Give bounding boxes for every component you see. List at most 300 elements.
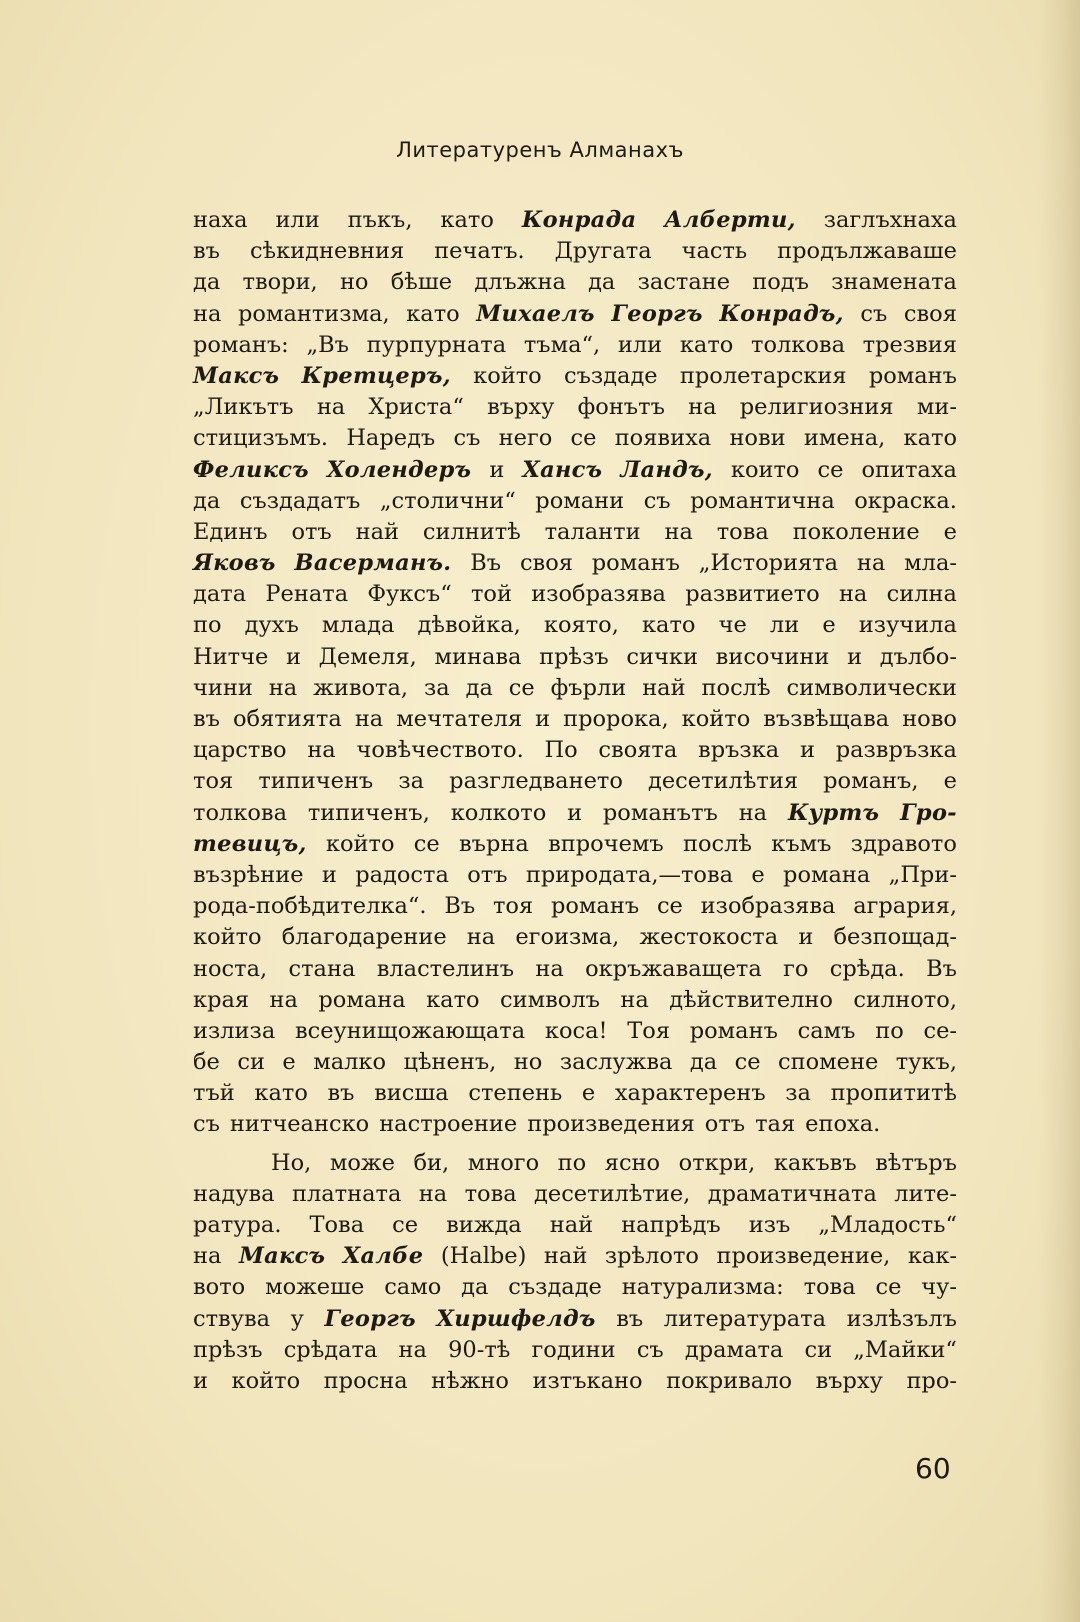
word: у bbox=[290, 1305, 304, 1332]
word: отъ bbox=[467, 861, 508, 888]
word: малко bbox=[313, 1049, 387, 1076]
word: опитаха bbox=[861, 456, 957, 483]
text-line bbox=[193, 922, 957, 953]
word: да bbox=[588, 269, 616, 296]
word: застане bbox=[637, 269, 731, 296]
word: Въ bbox=[470, 550, 502, 577]
text-line bbox=[193, 798, 957, 829]
word: нитчеанско bbox=[229, 1111, 370, 1138]
word: вото bbox=[193, 1274, 246, 1301]
text-line bbox=[193, 1335, 957, 1366]
word: на bbox=[398, 1336, 427, 1363]
word: и bbox=[847, 643, 863, 670]
word: какъвъ bbox=[773, 1149, 857, 1176]
word: толкова bbox=[751, 331, 845, 358]
word: послѣ bbox=[682, 830, 752, 857]
word: просна bbox=[323, 1367, 408, 1394]
text-line bbox=[193, 985, 957, 1016]
word: е bbox=[822, 612, 836, 639]
word: зрѣлото bbox=[604, 1243, 699, 1270]
italic-name: Ландъ, bbox=[620, 456, 713, 483]
word: заслужва bbox=[559, 1049, 673, 1076]
page-edge-shadow bbox=[1038, 0, 1080, 1622]
word: тъй bbox=[193, 1080, 235, 1107]
word: като bbox=[254, 1080, 308, 1107]
word: на bbox=[268, 674, 298, 701]
word: създаде bbox=[508, 1274, 602, 1301]
word: върна bbox=[459, 830, 529, 857]
word: и bbox=[799, 737, 815, 764]
word: Въ bbox=[926, 955, 957, 982]
word: произведения bbox=[527, 1111, 695, 1138]
word: се- bbox=[923, 1017, 957, 1044]
word: който bbox=[193, 924, 262, 951]
word: Нитче bbox=[193, 643, 269, 670]
text-line bbox=[193, 392, 957, 423]
text-line bbox=[193, 1078, 957, 1109]
italic-name: Холендеръ bbox=[326, 456, 472, 483]
text-line bbox=[193, 1179, 957, 1210]
word: драматичната bbox=[707, 1180, 877, 1207]
word: романи bbox=[535, 487, 625, 514]
word: срѣдата bbox=[283, 1336, 378, 1363]
word: като bbox=[406, 300, 460, 327]
text-line bbox=[193, 455, 957, 486]
word: символически bbox=[786, 674, 957, 701]
word: и bbox=[321, 861, 337, 888]
word: Фуксъ“ bbox=[367, 581, 452, 608]
word: за bbox=[785, 1080, 811, 1107]
word: ствува bbox=[193, 1305, 271, 1332]
word: откри, bbox=[678, 1149, 756, 1176]
word: дѣвойка, bbox=[417, 612, 521, 639]
word: на bbox=[193, 1243, 222, 1270]
word: живота, bbox=[313, 674, 409, 701]
word: платната bbox=[291, 1180, 402, 1207]
word: благодарение bbox=[281, 924, 447, 951]
word: дата bbox=[193, 581, 247, 608]
word: изъ bbox=[748, 1212, 791, 1238]
word: Рената bbox=[265, 581, 349, 608]
text-line bbox=[193, 1047, 957, 1078]
word: изтъкано bbox=[532, 1367, 643, 1394]
word: края bbox=[193, 986, 250, 1013]
text-line bbox=[193, 891, 957, 922]
word: като bbox=[641, 612, 696, 639]
text-line bbox=[193, 1304, 957, 1335]
word: на bbox=[418, 1180, 448, 1207]
word: самъ bbox=[797, 1017, 856, 1044]
word: имена, bbox=[803, 425, 886, 452]
word: си bbox=[237, 1049, 265, 1076]
word: на bbox=[466, 924, 496, 951]
word: си bbox=[804, 1336, 833, 1363]
word: силна bbox=[886, 581, 957, 608]
word: върху bbox=[487, 394, 555, 421]
word: ми- bbox=[916, 394, 957, 421]
word: радоста bbox=[355, 861, 449, 888]
word: това bbox=[803, 1274, 856, 1301]
word: агрария, bbox=[853, 893, 957, 920]
text-line bbox=[193, 1241, 957, 1272]
word: се bbox=[392, 1212, 419, 1238]
word: напрѣдъ bbox=[621, 1212, 721, 1238]
italic-name: Михаелъ bbox=[476, 300, 595, 327]
word: се bbox=[508, 674, 535, 701]
word: които bbox=[730, 456, 800, 483]
word: който bbox=[325, 830, 395, 857]
word: ясно bbox=[604, 1149, 661, 1176]
text-line bbox=[193, 735, 957, 766]
word: или bbox=[275, 207, 320, 233]
word: развръзка bbox=[835, 737, 957, 764]
word: възрѣние bbox=[193, 861, 304, 888]
word: прѣзъ bbox=[193, 1336, 263, 1363]
word: да bbox=[465, 674, 493, 701]
word: характеренъ bbox=[614, 1080, 766, 1107]
word: Но, bbox=[271, 1149, 312, 1176]
word: върху bbox=[815, 1367, 883, 1394]
italic-name: Халбе bbox=[342, 1243, 424, 1270]
italic-name: Георгъ bbox=[324, 1305, 416, 1332]
text-line bbox=[193, 610, 957, 641]
word: тоя bbox=[193, 768, 234, 795]
word: въ bbox=[327, 1080, 355, 1107]
word: цѣненъ, bbox=[403, 1049, 497, 1076]
word: своя bbox=[519, 550, 573, 577]
word: егоизма, bbox=[515, 924, 620, 951]
word: пъкъ, bbox=[347, 207, 413, 233]
word: но bbox=[339, 269, 369, 296]
word: духъ bbox=[244, 612, 299, 639]
text-line bbox=[193, 1109, 957, 1140]
word: се bbox=[656, 893, 683, 920]
word: рода-побѣдителка“. bbox=[193, 893, 427, 920]
word: романъ bbox=[868, 362, 957, 389]
word: изобразява bbox=[700, 893, 836, 920]
word: като bbox=[903, 425, 957, 452]
word: своя bbox=[903, 300, 957, 327]
word: романъ bbox=[591, 550, 680, 577]
word: на bbox=[738, 799, 768, 826]
italic-name: Хиршфелдъ bbox=[436, 1305, 596, 1332]
word: на bbox=[535, 955, 564, 982]
word: тъма“, bbox=[523, 331, 601, 358]
word: съ bbox=[860, 300, 888, 327]
word: появиха bbox=[614, 425, 712, 452]
word: 90-тѣ bbox=[448, 1336, 511, 1363]
word: нѣжно bbox=[431, 1367, 509, 1394]
word: на bbox=[838, 581, 868, 608]
word: Въ bbox=[444, 893, 476, 920]
word: го bbox=[783, 955, 809, 982]
word: въ bbox=[193, 238, 220, 265]
word: заглъхнаха bbox=[823, 207, 957, 233]
word: „столични“ bbox=[379, 487, 516, 514]
word: стана bbox=[288, 955, 356, 982]
word: трезвия bbox=[862, 331, 957, 358]
word: здравото bbox=[850, 830, 957, 857]
word: Единъ bbox=[193, 518, 268, 545]
word: „При- bbox=[888, 861, 957, 888]
word: властелинъ bbox=[376, 955, 515, 982]
text-line bbox=[193, 829, 957, 860]
word: колкото bbox=[450, 799, 547, 826]
italic-name: Куртъ bbox=[787, 799, 880, 826]
word: прѣзъ bbox=[539, 643, 609, 670]
page-number: 60 bbox=[915, 1452, 951, 1485]
word: ли bbox=[769, 612, 800, 639]
word: царство bbox=[193, 737, 287, 764]
word: произведение, bbox=[716, 1243, 891, 1270]
word: епоха. bbox=[805, 1111, 881, 1138]
text-line bbox=[193, 517, 957, 548]
word: би, bbox=[413, 1149, 450, 1176]
text-line bbox=[193, 423, 957, 454]
word: типиченъ bbox=[258, 768, 374, 795]
text-line bbox=[193, 548, 957, 579]
word: вѣтъръ bbox=[875, 1149, 957, 1176]
italic-name: Георгъ bbox=[611, 300, 703, 327]
word: като bbox=[679, 331, 734, 358]
word: пурпурната bbox=[366, 331, 507, 358]
word: ново bbox=[902, 706, 957, 732]
italic-name: Яковъ bbox=[193, 550, 276, 577]
word: всеунищожающата bbox=[294, 1017, 526, 1044]
word: който bbox=[681, 706, 751, 732]
word: покривало bbox=[666, 1367, 793, 1394]
word: висша bbox=[374, 1080, 449, 1107]
word: пропититѣ bbox=[830, 1080, 957, 1107]
word: коса! bbox=[544, 1017, 608, 1044]
italic-name: Конрада bbox=[521, 207, 637, 233]
italic-name: Хансъ bbox=[522, 456, 603, 483]
word: на bbox=[316, 394, 346, 421]
word: която, bbox=[543, 612, 619, 639]
word: тоя bbox=[492, 893, 534, 920]
word: или bbox=[617, 331, 663, 358]
word: мечтателя bbox=[396, 706, 523, 732]
word: поколение bbox=[792, 518, 920, 545]
word: дѣйствително bbox=[669, 986, 833, 1013]
word: много bbox=[467, 1149, 540, 1176]
word: носта, bbox=[193, 955, 268, 982]
word: и bbox=[489, 456, 505, 483]
text-line bbox=[193, 267, 957, 298]
word: Другата bbox=[554, 238, 652, 265]
word: бѣше bbox=[390, 269, 453, 296]
word: който bbox=[231, 1367, 301, 1394]
word: на bbox=[307, 737, 336, 764]
text-line bbox=[193, 1272, 957, 1303]
word: изобразява bbox=[531, 581, 666, 608]
word: сѣкидневния bbox=[249, 238, 405, 265]
word: жестокоста bbox=[639, 924, 779, 951]
word: на bbox=[193, 300, 222, 327]
word: може bbox=[329, 1149, 395, 1176]
word: че bbox=[718, 612, 747, 639]
word: толкова bbox=[193, 799, 287, 826]
word: да bbox=[193, 269, 221, 296]
word: Това bbox=[309, 1212, 365, 1238]
italic-name: Алберти, bbox=[664, 207, 796, 233]
word: спомене bbox=[778, 1049, 879, 1076]
word: разгледването bbox=[449, 768, 623, 795]
word: възвѣщава bbox=[763, 706, 890, 732]
word: най bbox=[355, 518, 400, 545]
word: „Майки“ bbox=[853, 1336, 957, 1363]
word: таланти bbox=[544, 518, 641, 545]
word: създадатъ bbox=[239, 487, 361, 514]
text-line bbox=[193, 299, 957, 330]
word: се bbox=[817, 456, 844, 483]
word: послѣ bbox=[701, 674, 771, 701]
text-line bbox=[193, 766, 957, 797]
word: и bbox=[193, 1367, 208, 1394]
word: най bbox=[642, 674, 686, 701]
word: романъ bbox=[550, 893, 640, 920]
word: изучила bbox=[858, 612, 957, 639]
text-line bbox=[193, 1210, 957, 1241]
word: и bbox=[285, 643, 301, 670]
word: връзка bbox=[698, 737, 780, 764]
word: обятията bbox=[233, 706, 342, 732]
word: тая bbox=[755, 1111, 796, 1138]
word: силнитѣ bbox=[422, 518, 521, 545]
word: да bbox=[689, 1049, 718, 1076]
word: типиченъ, bbox=[307, 799, 430, 826]
word: фърли bbox=[550, 674, 627, 701]
word: продължаваше bbox=[777, 238, 957, 265]
body-text bbox=[193, 205, 957, 1397]
word: десетилѣтия bbox=[648, 768, 799, 795]
text-line bbox=[193, 642, 957, 673]
word: е bbox=[282, 1049, 296, 1076]
word: литературата bbox=[663, 1305, 827, 1332]
word: тукъ, bbox=[895, 1049, 957, 1076]
word: романа bbox=[783, 861, 871, 888]
word: на bbox=[620, 986, 649, 1013]
word: по bbox=[557, 1149, 587, 1176]
word: можеше bbox=[265, 1274, 365, 1301]
word: млада bbox=[321, 612, 395, 639]
word: силното, bbox=[853, 986, 957, 1013]
word: за bbox=[423, 674, 450, 701]
word: но bbox=[513, 1049, 543, 1076]
text-line bbox=[193, 704, 957, 735]
word: часть bbox=[681, 238, 748, 265]
italic-name: Кретцеръ, bbox=[301, 362, 451, 389]
text-line bbox=[193, 860, 957, 891]
italic-name: Феликсъ bbox=[193, 456, 309, 483]
word: „Младость“ bbox=[818, 1212, 957, 1238]
word: „Историята bbox=[698, 550, 839, 577]
word: като bbox=[426, 986, 480, 1013]
word: окраска. bbox=[854, 487, 957, 514]
word: ратура. bbox=[193, 1212, 282, 1238]
word: и bbox=[535, 706, 551, 732]
word: е bbox=[751, 861, 765, 888]
word: бе bbox=[193, 1049, 220, 1076]
word: подъ bbox=[752, 269, 809, 296]
word: най bbox=[543, 1243, 588, 1270]
word: на bbox=[856, 550, 886, 577]
text-line bbox=[193, 579, 957, 610]
paragraph-gap bbox=[193, 1141, 957, 1148]
text-line bbox=[193, 486, 957, 517]
word: впрочемъ bbox=[548, 830, 664, 857]
word: съ bbox=[636, 1336, 664, 1363]
paragraph-1 bbox=[193, 205, 957, 1141]
word: религиозния bbox=[739, 394, 894, 421]
word: чини bbox=[193, 674, 253, 701]
text-line bbox=[193, 1148, 957, 1179]
italic-name: Конрадъ, bbox=[719, 300, 844, 327]
word: „Ликътъ bbox=[193, 394, 294, 421]
word: безпощад- bbox=[833, 924, 957, 951]
word: въ bbox=[616, 1305, 644, 1332]
word: който bbox=[473, 362, 542, 389]
word: твори, bbox=[242, 269, 318, 296]
word: и bbox=[567, 799, 583, 826]
word: символъ bbox=[500, 986, 600, 1013]
italic-name: тевицъ, bbox=[193, 830, 307, 857]
word: човѣчеството. bbox=[356, 737, 524, 764]
running-head: Литературенъ Алманахъ bbox=[396, 138, 684, 162]
text-line bbox=[193, 1016, 957, 1047]
word: сички bbox=[626, 643, 698, 670]
word: съ bbox=[643, 487, 671, 514]
word: въ bbox=[193, 706, 220, 732]
word: Демеля, bbox=[318, 643, 417, 670]
word: да bbox=[461, 1274, 489, 1301]
text-line bbox=[193, 361, 957, 392]
word: по bbox=[875, 1017, 904, 1044]
word: фонътъ bbox=[577, 394, 665, 421]
italic-name: Максъ bbox=[193, 362, 280, 389]
word: настроение bbox=[379, 1111, 518, 1138]
word: това bbox=[464, 1180, 517, 1207]
word: създаде bbox=[563, 362, 658, 389]
word: излѣзълъ bbox=[846, 1305, 957, 1332]
word: само bbox=[384, 1274, 442, 1301]
word: години bbox=[531, 1336, 616, 1363]
word: надува bbox=[193, 1180, 275, 1207]
word: минава bbox=[434, 643, 522, 670]
word: на bbox=[354, 706, 384, 732]
word: за bbox=[398, 768, 425, 795]
word: романтизма, bbox=[238, 300, 390, 327]
word: като bbox=[440, 207, 494, 233]
word: пророка, bbox=[563, 706, 669, 732]
word: Христа“ bbox=[368, 394, 464, 421]
word: съ bbox=[193, 1111, 220, 1138]
word: той bbox=[470, 581, 512, 608]
word: романтична bbox=[690, 487, 835, 514]
word: е bbox=[943, 768, 957, 795]
word: романъ, bbox=[823, 768, 919, 795]
word: височини bbox=[715, 643, 830, 670]
word: натурализма: bbox=[621, 1274, 784, 1301]
word: лите- bbox=[894, 1180, 957, 1207]
text-line bbox=[193, 205, 957, 236]
word: как- bbox=[907, 1243, 957, 1270]
word: печатъ. bbox=[434, 238, 525, 265]
word: дълбо- bbox=[879, 643, 957, 670]
word: романа bbox=[318, 986, 406, 1013]
word: съ bbox=[453, 425, 481, 452]
word: романътъ bbox=[602, 799, 718, 826]
